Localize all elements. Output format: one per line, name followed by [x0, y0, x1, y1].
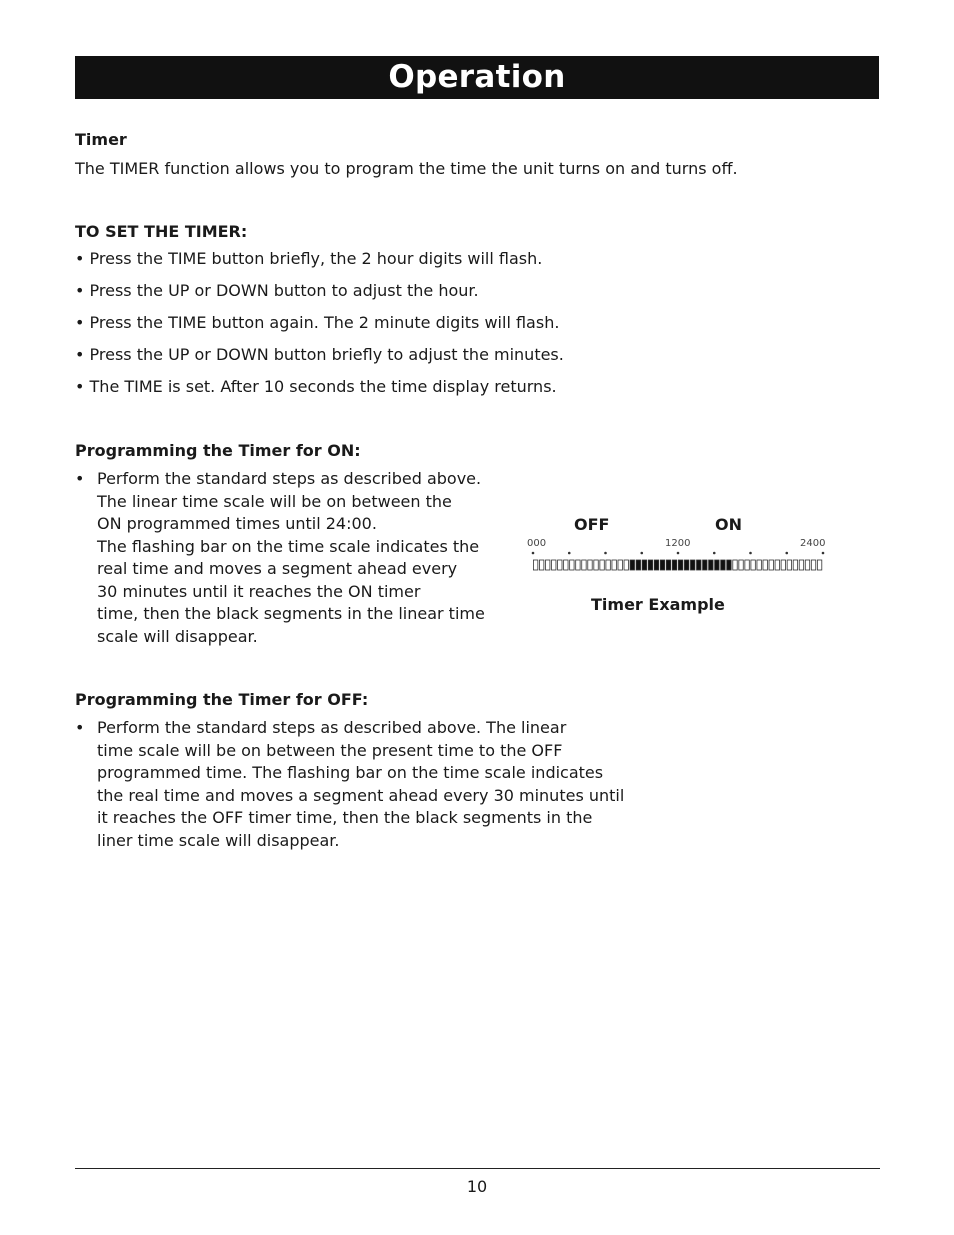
- scale-segment-on: [654, 560, 658, 570]
- timer-on-list: [75, 468, 495, 648]
- scale-segment-off: [539, 560, 543, 570]
- scale-segment-off: [793, 560, 797, 570]
- scale-dot: [640, 552, 643, 555]
- scale-segment-off: [618, 560, 622, 570]
- scale-segment-off: [606, 560, 610, 570]
- timer-heading: Timer: [75, 130, 127, 149]
- step-item: • Press the UP or DOWN button briefly to adjust the minutes.: [75, 345, 564, 364]
- scale-segment-off: [751, 560, 755, 570]
- bullet-dot: •: [75, 718, 85, 737]
- text-line: time scale will be on between the present time to the OFF: [97, 740, 563, 760]
- scale-segment-on: [660, 560, 664, 570]
- step-item: • Press the TIME button briefly, the 2 hour digits will flash.: [75, 249, 543, 268]
- step-item: • Press the TIME button again. The 2 minute digits will flash.: [75, 313, 560, 332]
- scale-segment-off: [769, 560, 773, 570]
- page-title: Operation: [388, 59, 566, 95]
- text-line: time, then the black segments in the linear time: [97, 604, 485, 623]
- scale-segment-on: [630, 560, 634, 570]
- scale-segment-on: [697, 560, 701, 570]
- scale-segment-off: [624, 560, 628, 570]
- scale-segment-off: [775, 560, 779, 570]
- scale-dot: [749, 552, 752, 555]
- scale-dot: [822, 552, 825, 555]
- scale-segment-off: [552, 560, 556, 570]
- text-line: 30 minutes until it reaches the ON timer: [97, 581, 421, 601]
- timer-example-caption: Timer Example: [591, 595, 725, 614]
- scale-segment-off: [799, 560, 803, 570]
- off-label: OFF: [574, 515, 610, 534]
- scale-segment-off: [588, 560, 592, 570]
- text-line: Perform the standard steps as described above. The linear: [97, 718, 567, 737]
- timer-off-heading: Programming the Timer for OFF:: [75, 690, 369, 709]
- scale-segment-off: [781, 560, 785, 570]
- scale-segment-off: [612, 560, 616, 570]
- scale-segment-on: [672, 560, 676, 570]
- scale-segment-on: [709, 560, 713, 570]
- text-line: the real time and moves a segment ahead every 30 minutes until: [97, 785, 625, 805]
- scale-segment-off: [805, 560, 809, 570]
- scale-dot: [785, 552, 788, 555]
- text-line: it reaches the OFF timer time, then the black segments in the: [97, 808, 593, 827]
- scale-segment-on: [715, 560, 719, 570]
- scale-dot: [604, 552, 607, 555]
- scale-segment-off: [600, 560, 604, 570]
- text-line: ON programmed times until 24:00.: [97, 514, 377, 533]
- scale-segment-on: [684, 560, 688, 570]
- timer-on-heading: Programming the Timer for ON:: [75, 441, 361, 460]
- bullet-dot: •: [75, 469, 85, 488]
- tick-label-2400: 2400: [800, 538, 826, 549]
- step-item: • Press the UP or DOWN button to adjust the hour.: [75, 281, 479, 300]
- scale-segment-off: [558, 560, 562, 570]
- scale-segment-off: [787, 560, 791, 570]
- scale-segment-off: [733, 560, 737, 570]
- scale-segment-on: [690, 560, 694, 570]
- scale-segment-off: [817, 560, 821, 570]
- footer-divider: [75, 1168, 880, 1169]
- scale-segment-on: [636, 560, 640, 570]
- scale-segment-off: [582, 560, 586, 570]
- text-line: scale will disappear.: [97, 626, 258, 646]
- text-line: real time and moves a segment ahead every: [97, 559, 458, 578]
- list-item: [75, 468, 495, 648]
- page-number: 10: [466, 1177, 488, 1196]
- text-line: Perform the standard steps as described above.: [97, 469, 482, 488]
- scale-dot: [568, 552, 571, 555]
- tick-label-000: 000: [527, 538, 547, 549]
- set-timer-steps: [75, 248, 775, 408]
- scale-segment-off: [811, 560, 815, 570]
- on-label: ON: [715, 515, 742, 534]
- scale-segment-off: [739, 560, 743, 570]
- scale-segment-on: [666, 560, 670, 570]
- scale-dot: [677, 552, 680, 555]
- tick-label-1200: 1200: [665, 538, 691, 549]
- scale-segment-on: [678, 560, 682, 570]
- scale-segment-on: [648, 560, 652, 570]
- scale-segment-off: [545, 560, 549, 570]
- scale-dot: [532, 552, 535, 555]
- scale-segment-on: [703, 560, 707, 570]
- set-timer-heading: TO SET THE TIMER:: [75, 222, 248, 241]
- page-title-banner: [75, 56, 879, 99]
- timer-off-list: [75, 717, 635, 852]
- scale-segment-off: [763, 560, 767, 570]
- text-line: The linear time scale will be on between the: [97, 491, 452, 511]
- scale-segment-off: [570, 560, 574, 570]
- timer-intro: The TIMER function allows you to program the time the unit turns on and turns off.: [75, 159, 738, 178]
- scale-segment-off: [564, 560, 568, 570]
- scale-segment-off: [576, 560, 580, 570]
- text-line: The flashing bar on the time scale indicates the: [97, 536, 480, 556]
- scale-segment-off: [757, 560, 761, 570]
- text-line: liner time scale will disappear.: [97, 830, 340, 850]
- scale-segment-off: [745, 560, 749, 570]
- scale-segment-on: [721, 560, 725, 570]
- scale-segment-on: [727, 560, 731, 570]
- linear-time-scale: [527, 550, 827, 576]
- list-item: [75, 717, 635, 852]
- scale-segment-off: [533, 560, 537, 570]
- text-line: programmed time. The flashing bar on the time scale indicates: [97, 763, 604, 782]
- scale-segment-off: [594, 560, 598, 570]
- scale-segment-on: [642, 560, 646, 570]
- step-item: • The TIME is set. After 10 seconds the time display returns.: [75, 377, 557, 396]
- scale-dot: [713, 552, 716, 555]
